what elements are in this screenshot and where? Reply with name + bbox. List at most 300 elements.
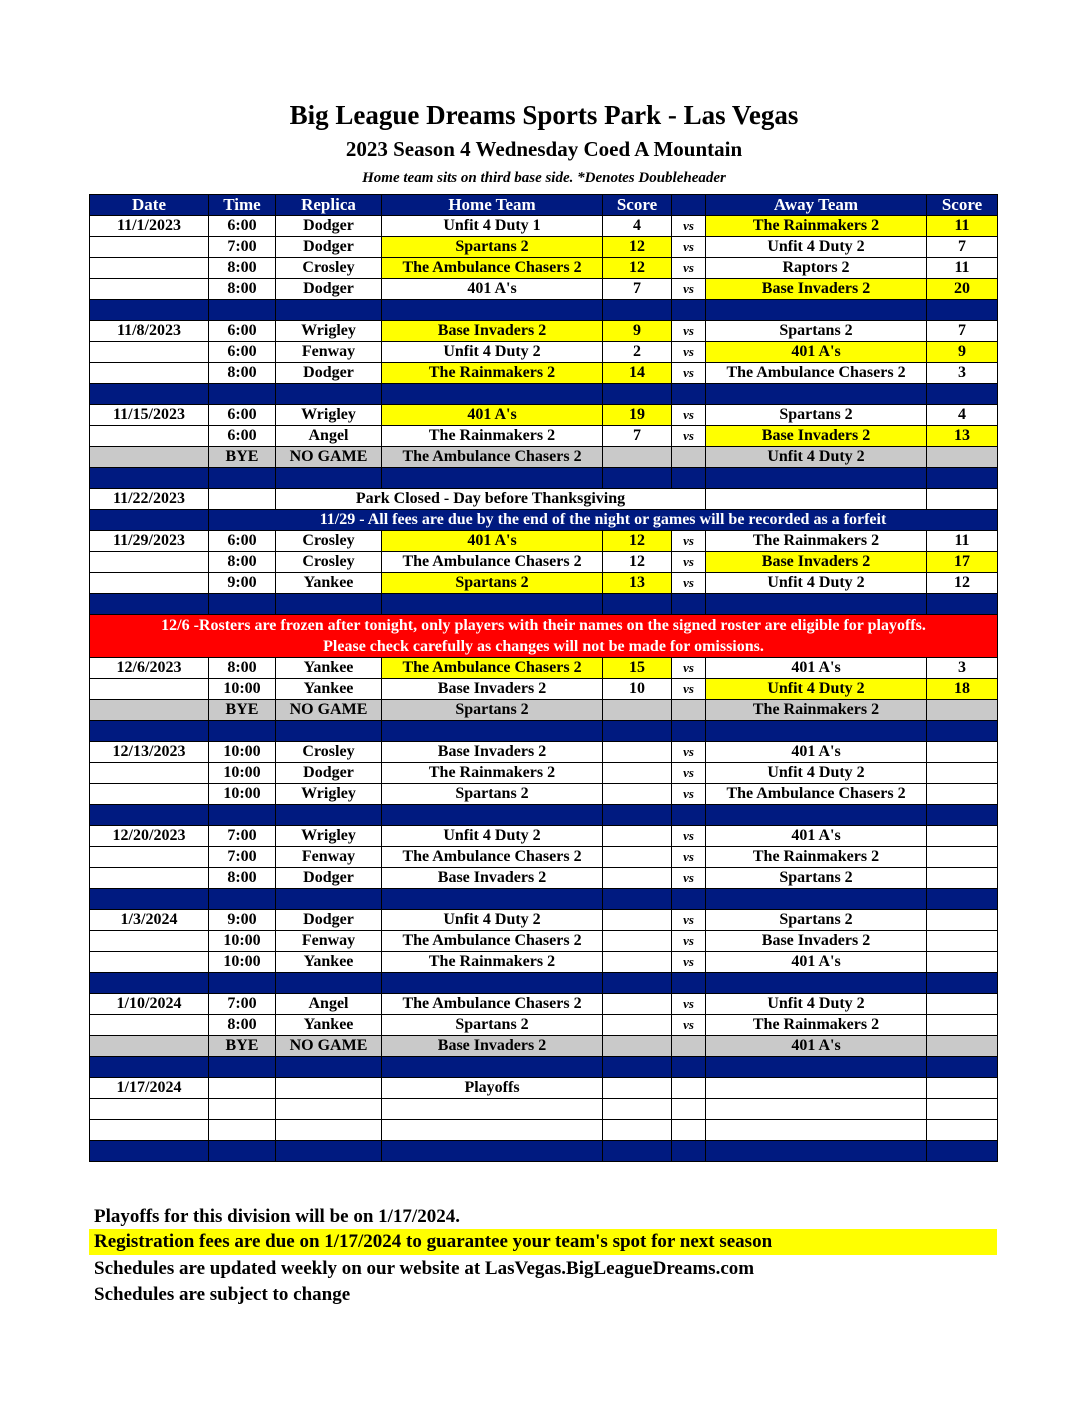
date-cell xyxy=(90,931,209,952)
week-divider xyxy=(90,468,998,489)
home-score-cell xyxy=(603,1099,672,1120)
replica-cell: Crosley xyxy=(276,258,382,279)
date-cell xyxy=(90,426,209,447)
away-score-cell: 11 xyxy=(927,258,998,279)
home-team-cell: The Ambulance Chasers 2 xyxy=(382,994,603,1015)
away-score-cell: 4 xyxy=(927,405,998,426)
away-team-cell: Spartans 2 xyxy=(706,868,927,889)
home-score-cell xyxy=(603,784,672,805)
home-score-cell xyxy=(603,447,672,468)
header-note: Home team sits on third base side. *Denotes Doubleheader xyxy=(362,170,726,186)
vs-cell: vs xyxy=(672,342,706,363)
away-score-cell: 11 xyxy=(927,531,998,552)
playoff-row xyxy=(90,1120,998,1141)
date-cell xyxy=(90,573,209,594)
date-cell xyxy=(90,258,209,279)
replica-cell xyxy=(276,1120,382,1141)
divider-cell xyxy=(927,1141,998,1162)
away-team-cell: Unfit 4 Duty 2 xyxy=(706,679,927,700)
home-team-cell: Base Invaders 2 xyxy=(382,868,603,889)
time-cell xyxy=(209,1099,276,1120)
divider-cell xyxy=(706,721,927,742)
away-team-cell: Unfit 4 Duty 2 xyxy=(706,763,927,784)
home-score-cell: 19 xyxy=(603,405,672,426)
home-score-cell xyxy=(603,931,672,952)
vs-cell: vs xyxy=(672,237,706,258)
away-team-cell: Raptors 2 xyxy=(706,258,927,279)
week-divider xyxy=(90,721,998,742)
home-score-cell xyxy=(603,868,672,889)
replica-cell: Wrigley xyxy=(276,784,382,805)
home-team-cell: The Rainmakers 2 xyxy=(382,952,603,973)
week-divider xyxy=(90,805,998,826)
game-row xyxy=(90,742,998,763)
away-score-cell xyxy=(927,447,998,468)
replica-cell: Yankee xyxy=(276,952,382,973)
home-score-cell: 9 xyxy=(603,321,672,342)
replica-cell xyxy=(276,1099,382,1120)
park-closed-row xyxy=(90,489,998,510)
home-score-cell xyxy=(603,1078,672,1099)
vs-cell xyxy=(672,700,706,721)
home-team-cell: Spartans 2 xyxy=(382,784,603,805)
replica-cell: Crosley xyxy=(276,531,382,552)
game-row xyxy=(90,405,998,426)
replica-cell: Crosley xyxy=(276,742,382,763)
away-team-cell xyxy=(706,489,927,510)
divider-cell xyxy=(672,384,706,405)
game-row xyxy=(90,679,998,700)
away-score-cell: 20 xyxy=(927,279,998,300)
divider-cell xyxy=(90,468,209,489)
replica-cell: Dodger xyxy=(276,216,382,237)
divider-cell xyxy=(672,721,706,742)
date-cell xyxy=(90,363,209,384)
away-score-cell: 18 xyxy=(927,679,998,700)
home-team-cell: The Ambulance Chasers 2 xyxy=(382,258,603,279)
date-cell xyxy=(90,1120,209,1141)
column-header: Date xyxy=(90,195,209,216)
vs-cell: vs xyxy=(672,1015,706,1036)
time-cell: 8:00 xyxy=(209,868,276,889)
away-team-cell: 401 A's xyxy=(706,826,927,847)
divider-cell xyxy=(276,973,382,994)
divider-cell xyxy=(382,594,603,615)
away-team-cell: Unfit 4 Duty 2 xyxy=(706,573,927,594)
playoff-row xyxy=(90,1078,998,1099)
divider-cell xyxy=(672,889,706,910)
away-score-cell xyxy=(927,784,998,805)
away-score-cell xyxy=(927,931,998,952)
replica-cell: NO GAME xyxy=(276,1036,382,1057)
game-row xyxy=(90,763,998,784)
date-cell xyxy=(90,447,209,468)
park-closed-notice: Park Closed - Day before Thanksgiving xyxy=(276,489,706,510)
replica-cell: NO GAME xyxy=(276,447,382,468)
vs-cell: vs xyxy=(672,658,706,679)
home-score-cell xyxy=(603,994,672,1015)
vs-cell: vs xyxy=(672,552,706,573)
home-score-cell xyxy=(603,847,672,868)
home-team-cell: The Ambulance Chasers 2 xyxy=(382,931,603,952)
home-team-cell xyxy=(382,1099,603,1120)
away-team-cell: The Ambulance Chasers 2 xyxy=(706,363,927,384)
divider-cell xyxy=(276,384,382,405)
vs-cell xyxy=(672,1036,706,1057)
away-score-cell: 3 xyxy=(927,363,998,384)
time-cell: 9:00 xyxy=(209,573,276,594)
column-header: Time xyxy=(209,195,276,216)
away-score-cell: 13 xyxy=(927,426,998,447)
vs-cell: vs xyxy=(672,742,706,763)
vs-cell: vs xyxy=(672,405,706,426)
away-team-cell: Spartans 2 xyxy=(706,321,927,342)
home-score-cell: 15 xyxy=(603,658,672,679)
divider-cell xyxy=(90,300,209,321)
divider-cell xyxy=(706,1141,927,1162)
divider-cell xyxy=(209,594,276,615)
time-cell: 7:00 xyxy=(209,237,276,258)
away-team-cell: Unfit 4 Duty 2 xyxy=(706,994,927,1015)
divider-cell xyxy=(603,889,672,910)
time-cell: 8:00 xyxy=(209,279,276,300)
replica-cell: Fenway xyxy=(276,847,382,868)
divider-cell xyxy=(672,468,706,489)
week-divider xyxy=(90,300,998,321)
game-row xyxy=(90,363,998,384)
divider-cell xyxy=(209,973,276,994)
divider-cell xyxy=(209,1141,276,1162)
replica-cell: Fenway xyxy=(276,342,382,363)
home-score-cell: 12 xyxy=(603,552,672,573)
date-cell: 12/20/2023 xyxy=(90,826,209,847)
vs-cell: vs xyxy=(672,868,706,889)
home-score-cell xyxy=(603,742,672,763)
game-row xyxy=(90,279,998,300)
divider-cell xyxy=(90,973,209,994)
divider-cell xyxy=(276,1057,382,1078)
divider-cell xyxy=(672,1141,706,1162)
divider-cell xyxy=(672,1057,706,1078)
divider-cell xyxy=(603,973,672,994)
roster-alert-row xyxy=(90,615,998,658)
game-row xyxy=(90,216,998,237)
divider-cell xyxy=(706,594,927,615)
away-team-cell: 401 A's xyxy=(706,658,927,679)
time-cell xyxy=(209,489,276,510)
home-team-cell: 401 A's xyxy=(382,405,603,426)
date-cell xyxy=(90,784,209,805)
time-cell: 7:00 xyxy=(209,994,276,1015)
away-score-cell xyxy=(927,826,998,847)
divider-cell xyxy=(90,384,209,405)
vs-cell: vs xyxy=(672,994,706,1015)
replica-cell: Yankee xyxy=(276,658,382,679)
footer-playoffs-note: Playoffs for this division will be on 1/17/2024. xyxy=(94,1206,460,1227)
game-row xyxy=(90,994,998,1015)
replica-cell: Dodger xyxy=(276,910,382,931)
replica-cell: Angel xyxy=(276,426,382,447)
away-score-cell xyxy=(927,489,998,510)
date-cell: 1/10/2024 xyxy=(90,994,209,1015)
divider-cell xyxy=(706,468,927,489)
week-divider xyxy=(90,384,998,405)
home-team-cell: Unfit 4 Duty 2 xyxy=(382,910,603,931)
date-cell: 11/1/2023 xyxy=(90,216,209,237)
date-cell xyxy=(90,342,209,363)
date-cell xyxy=(90,1036,209,1057)
divider-cell xyxy=(209,721,276,742)
time-cell: 8:00 xyxy=(209,363,276,384)
home-team-cell: Playoffs xyxy=(382,1078,603,1099)
home-score-cell xyxy=(603,1036,672,1057)
divider-cell xyxy=(603,805,672,826)
column-header: Home Team xyxy=(382,195,603,216)
week-divider xyxy=(90,973,998,994)
divider-cell xyxy=(672,973,706,994)
replica-cell: Yankee xyxy=(276,679,382,700)
home-team-cell: Base Invaders 2 xyxy=(382,321,603,342)
away-team-cell xyxy=(706,1078,927,1099)
divider-cell xyxy=(209,889,276,910)
vs-cell: vs xyxy=(672,258,706,279)
bye-team-cell: 401 A's xyxy=(706,1036,927,1057)
vs-cell: vs xyxy=(672,784,706,805)
home-score-cell xyxy=(603,700,672,721)
divider-cell xyxy=(209,1057,276,1078)
away-team-cell xyxy=(706,1120,927,1141)
date-cell xyxy=(90,847,209,868)
home-team-cell: Base Invaders 2 xyxy=(382,679,603,700)
home-score-cell: 7 xyxy=(603,279,672,300)
home-score-cell: 12 xyxy=(603,237,672,258)
home-team-cell: The Ambulance Chasers 2 xyxy=(382,552,603,573)
home-team-cell: 401 A's xyxy=(382,531,603,552)
column-header: Score xyxy=(927,195,998,216)
fee-notice: 11/29 - All fees are due by the end of the night or games will be recorded as a forfeit xyxy=(209,510,998,531)
divider-cell xyxy=(927,384,998,405)
home-score-cell: 10 xyxy=(603,679,672,700)
replica-cell: Crosley xyxy=(276,552,382,573)
away-score-cell xyxy=(927,847,998,868)
away-score-cell xyxy=(927,763,998,784)
replica-cell: Dodger xyxy=(276,279,382,300)
game-row xyxy=(90,426,998,447)
vs-cell: vs xyxy=(672,573,706,594)
away-score-cell xyxy=(927,1036,998,1057)
time-cell: 8:00 xyxy=(209,1015,276,1036)
divider-cell xyxy=(927,805,998,826)
home-score-cell: 12 xyxy=(603,531,672,552)
column-header: Away Team xyxy=(706,195,927,216)
time-cell: 6:00 xyxy=(209,405,276,426)
divider-cell xyxy=(276,805,382,826)
divider-cell xyxy=(603,1057,672,1078)
away-team-cell: Base Invaders 2 xyxy=(706,552,927,573)
divider-cell xyxy=(927,594,998,615)
bye-row xyxy=(90,1036,998,1057)
date-cell xyxy=(90,279,209,300)
time-cell: 6:00 xyxy=(209,342,276,363)
divider-cell xyxy=(603,721,672,742)
home-team-cell: The Rainmakers 2 xyxy=(382,363,603,384)
home-score-cell: 2 xyxy=(603,342,672,363)
game-row xyxy=(90,868,998,889)
bye-team-cell: The Ambulance Chasers 2 xyxy=(382,447,603,468)
vs-cell xyxy=(672,1099,706,1120)
bye-team-cell: Base Invaders 2 xyxy=(382,1036,603,1057)
vs-cell xyxy=(672,1120,706,1141)
week-divider xyxy=(90,889,998,910)
replica-cell: Yankee xyxy=(276,1015,382,1036)
date-cell xyxy=(90,552,209,573)
away-team-cell: The Rainmakers 2 xyxy=(706,1015,927,1036)
date-cell xyxy=(90,237,209,258)
away-team-cell: Unfit 4 Duty 2 xyxy=(706,237,927,258)
page-subtitle: 2023 Season 4 Wednesday Coed A Mountain xyxy=(345,137,743,161)
away-score-cell: 9 xyxy=(927,342,998,363)
away-score-cell xyxy=(927,910,998,931)
away-score-cell xyxy=(927,1120,998,1141)
home-team-cell: 401 A's xyxy=(382,279,603,300)
home-team-cell: The Rainmakers 2 xyxy=(382,763,603,784)
vs-cell xyxy=(672,447,706,468)
divider-cell xyxy=(927,973,998,994)
divider-cell xyxy=(706,889,927,910)
divider-cell xyxy=(706,1057,927,1078)
replica-cell: Fenway xyxy=(276,931,382,952)
game-row xyxy=(90,531,998,552)
divider-cell xyxy=(603,594,672,615)
roster-alert-line: 12/6 -Rosters are frozen after tonight, only players with their names on the signed roster are eligible for playoffs. xyxy=(161,617,926,634)
vs-cell: vs xyxy=(672,763,706,784)
home-score-cell xyxy=(603,910,672,931)
page-title: Big League Dreams Sports Park - Las Vegas xyxy=(289,100,799,130)
week-divider xyxy=(90,594,998,615)
playoff-row xyxy=(90,1099,998,1120)
date-cell xyxy=(90,763,209,784)
time-cell: 10:00 xyxy=(209,784,276,805)
replica-cell: Wrigley xyxy=(276,405,382,426)
time-cell xyxy=(209,1078,276,1099)
bye-team-cell: Unfit 4 Duty 2 xyxy=(706,447,927,468)
replica-cell: Dodger xyxy=(276,763,382,784)
replica-cell: Dodger xyxy=(276,868,382,889)
time-cell: 8:00 xyxy=(209,552,276,573)
divider-cell xyxy=(382,805,603,826)
divider-cell xyxy=(90,1057,209,1078)
divider-cell xyxy=(603,1141,672,1162)
divider-cell xyxy=(209,468,276,489)
away-score-cell xyxy=(927,952,998,973)
replica-cell: Yankee xyxy=(276,573,382,594)
vs-cell: vs xyxy=(672,321,706,342)
date-cell xyxy=(90,679,209,700)
home-score-cell xyxy=(603,1015,672,1036)
divider-cell xyxy=(276,1141,382,1162)
divider-cell xyxy=(276,721,382,742)
divider-cell xyxy=(706,973,927,994)
vs-cell: vs xyxy=(672,847,706,868)
time-cell: 10:00 xyxy=(209,679,276,700)
game-row xyxy=(90,573,998,594)
divider-cell xyxy=(382,973,603,994)
away-score-cell: 7 xyxy=(927,321,998,342)
home-score-cell xyxy=(603,1120,672,1141)
away-team-cell: The Rainmakers 2 xyxy=(706,531,927,552)
date-cell xyxy=(90,700,209,721)
replica-cell: Dodger xyxy=(276,237,382,258)
home-team-cell: Spartans 2 xyxy=(382,573,603,594)
date-cell xyxy=(90,952,209,973)
divider-cell xyxy=(382,889,603,910)
away-team-cell xyxy=(706,1099,927,1120)
divider-cell xyxy=(672,805,706,826)
home-score-cell: 13 xyxy=(603,573,672,594)
divider-cell xyxy=(927,468,998,489)
divider-cell xyxy=(927,1057,998,1078)
vs-cell: vs xyxy=(672,679,706,700)
away-score-cell xyxy=(927,868,998,889)
time-cell: BYE xyxy=(209,700,276,721)
divider-cell xyxy=(382,384,603,405)
date-cell xyxy=(90,1015,209,1036)
time-cell: 8:00 xyxy=(209,658,276,679)
divider-cell xyxy=(90,721,209,742)
away-team-cell: The Rainmakers 2 xyxy=(706,847,927,868)
bye-team-cell: Spartans 2 xyxy=(382,700,603,721)
date-cell: 11/8/2023 xyxy=(90,321,209,342)
home-team-cell: The Ambulance Chasers 2 xyxy=(382,847,603,868)
time-cell xyxy=(209,1120,276,1141)
home-score-cell: 14 xyxy=(603,363,672,384)
game-row xyxy=(90,552,998,573)
away-team-cell: Base Invaders 2 xyxy=(706,931,927,952)
divider-cell xyxy=(672,594,706,615)
divider-cell xyxy=(276,594,382,615)
time-cell: 10:00 xyxy=(209,742,276,763)
away-score-cell: 12 xyxy=(927,573,998,594)
vs-cell: vs xyxy=(672,531,706,552)
away-score-cell: 3 xyxy=(927,658,998,679)
column-header xyxy=(672,195,706,216)
away-score-cell: 17 xyxy=(927,552,998,573)
time-cell: 6:00 xyxy=(209,426,276,447)
game-row xyxy=(90,258,998,279)
notice-blank xyxy=(90,510,209,531)
time-cell: 10:00 xyxy=(209,952,276,973)
divider-cell xyxy=(706,805,927,826)
divider-cell xyxy=(382,300,603,321)
footer-registration-note: Registration fees are due on 1/17/2024 to guarantee your team's spot for next season xyxy=(89,1229,997,1255)
divider-cell xyxy=(209,300,276,321)
home-score-cell: 7 xyxy=(603,426,672,447)
date-cell: 11/22/2023 xyxy=(90,489,209,510)
away-score-cell: 11 xyxy=(927,216,998,237)
time-cell: 10:00 xyxy=(209,763,276,784)
away-score-cell: 7 xyxy=(927,237,998,258)
date-cell xyxy=(90,1099,209,1120)
vs-cell: vs xyxy=(672,931,706,952)
time-cell: 9:00 xyxy=(209,910,276,931)
footer-change-note: Schedules are subject to change xyxy=(94,1284,351,1305)
home-team-cell: Base Invaders 2 xyxy=(382,742,603,763)
divider-cell xyxy=(209,805,276,826)
home-team-cell: Unfit 4 Duty 1 xyxy=(382,216,603,237)
away-team-cell: Spartans 2 xyxy=(706,910,927,931)
replica-cell: Dodger xyxy=(276,363,382,384)
bye-row xyxy=(90,700,998,721)
